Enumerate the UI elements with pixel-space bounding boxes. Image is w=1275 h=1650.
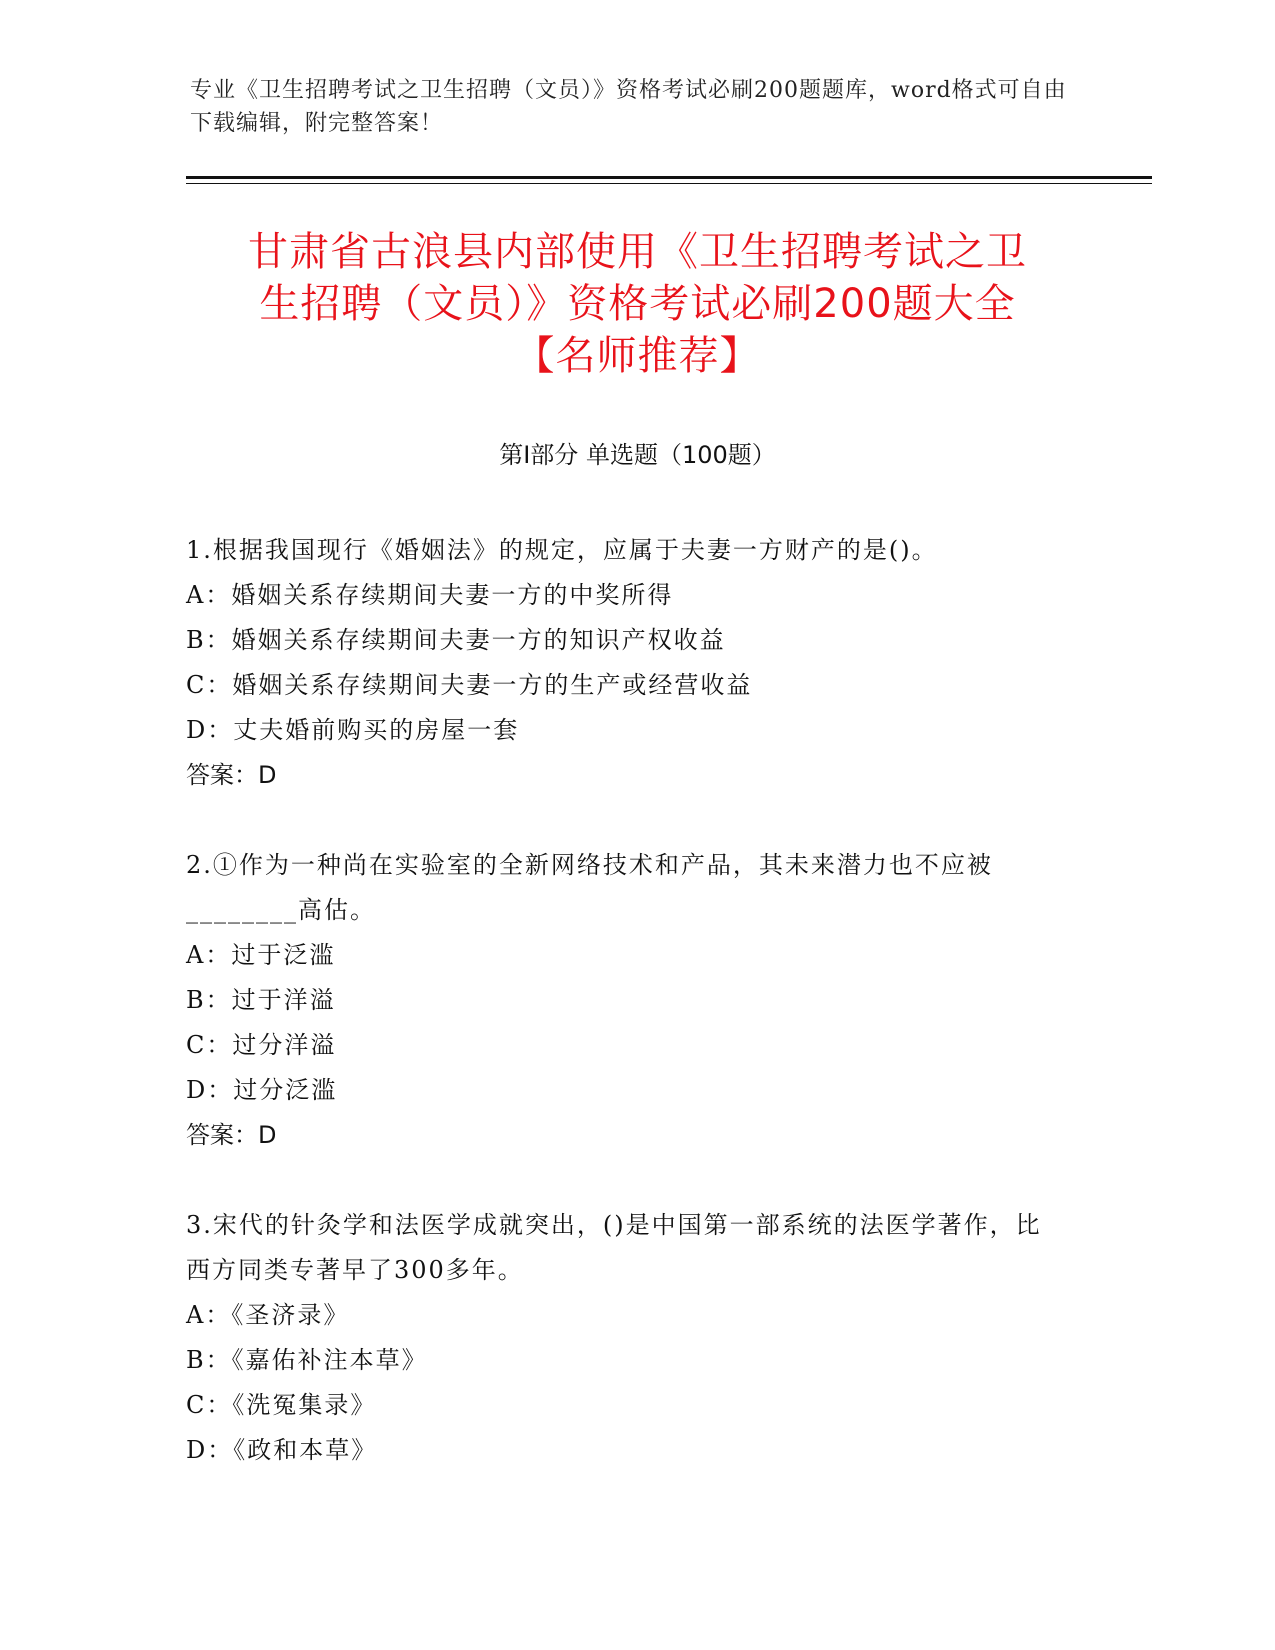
header-divider-thick: [186, 176, 1152, 179]
option-d: D：过分泛滥: [186, 1076, 338, 1104]
answer: 答案：D: [186, 761, 277, 789]
question-stem: 1.根据我国现行《婚姻法》的规定，应属于夫妻一方财产的是()。: [186, 536, 938, 564]
question-list: [186, 528, 1066, 1518]
header-note: 专业《卫生招聘考试之卫生招聘（文员）》资格考试必刷200题题库，word格式可自由下载编辑，附完整答案！: [190, 78, 1067, 136]
option-a: A：婚姻关系存续期间夫妻一方的中奖所得: [186, 581, 674, 609]
option-a: A：过于泛滥: [186, 941, 336, 969]
answer: 答案：D: [186, 1121, 277, 1149]
header-divider-thin: [186, 183, 1152, 184]
option-d: D：丈夫婚前购买的房屋一套: [186, 716, 520, 744]
document-title-line-1: 甘肃省古浪县内部使用《卫生招聘考试之卫: [248, 229, 1027, 275]
option-c: C：《洗冤集录》: [186, 1391, 377, 1419]
option-d: D：《政和本草》: [186, 1436, 378, 1464]
document-title: [180, 226, 1095, 382]
option-a: A：《圣济录》: [186, 1301, 350, 1329]
document-title-line-2: 生招聘（文员）》资格考试必刷200题大全: [259, 281, 1016, 327]
question-3: [186, 1203, 1066, 1473]
option-b: B：过于洋溢: [186, 986, 336, 1014]
option-b: B：婚姻关系存续期间夫妻一方的知识产权收益: [186, 626, 726, 654]
document-title-line-3: 【名师推荐】: [514, 333, 761, 379]
question-stem: 3.宋代的针灸学和法医学成就突出，()是中国第一部系统的法医学著作，比西方同类专著早了300多年。: [186, 1211, 1042, 1284]
question-2: [186, 843, 1066, 1158]
option-c: C：婚姻关系存续期间夫妻一方的生产或经营收益: [186, 671, 753, 699]
question-1: [186, 528, 1066, 798]
option-b: B：《嘉佑补注本草》: [186, 1346, 428, 1374]
option-c: C：过分洋溢: [186, 1031, 337, 1059]
question-stem: 2.①作为一种尚在实验室的全新网络技术和产品，其未来潜力也不应被________高估。: [186, 851, 993, 924]
section-title: 第Ⅰ部分 单选题（100题）: [499, 441, 776, 469]
